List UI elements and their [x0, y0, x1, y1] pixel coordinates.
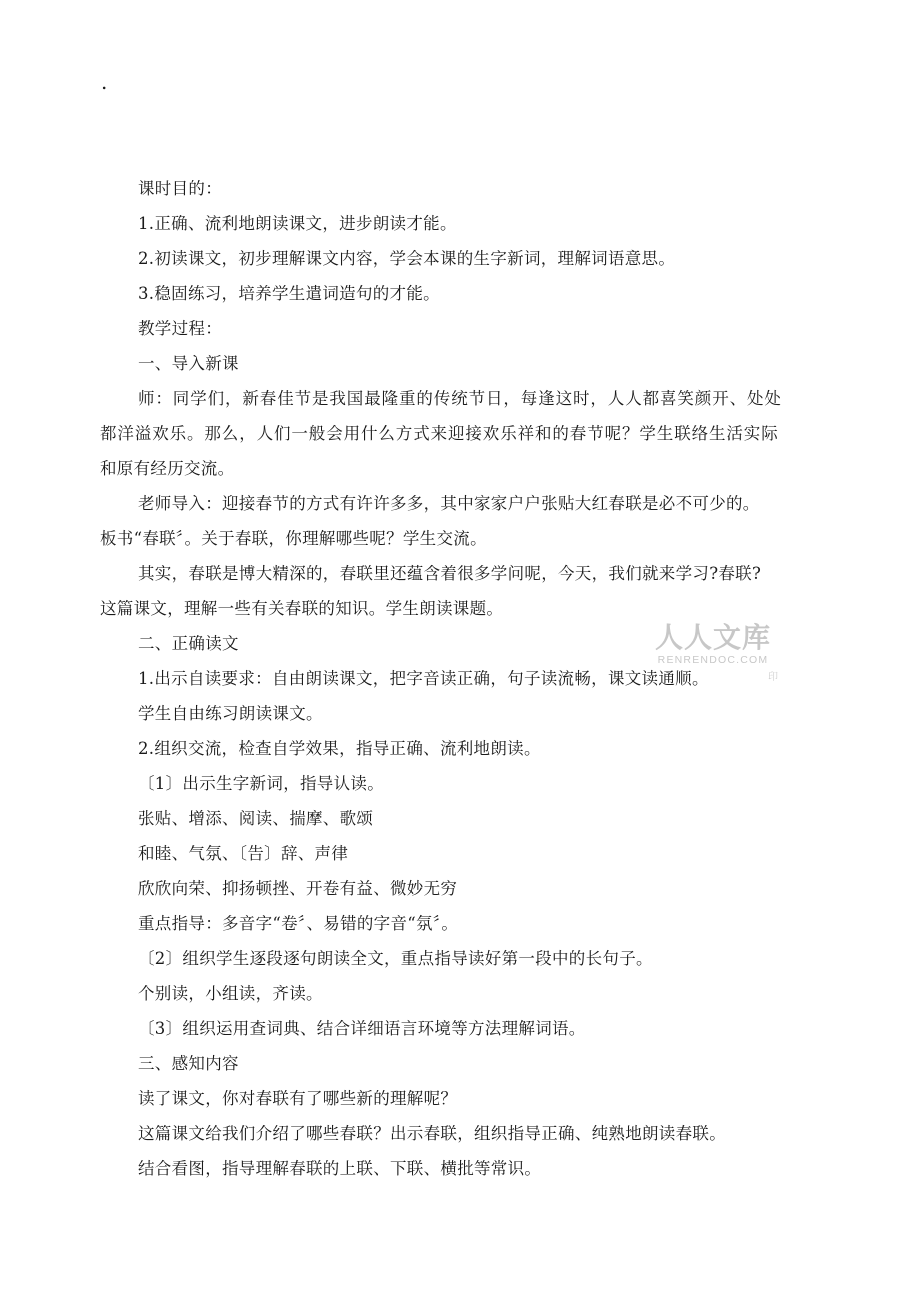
watermark-title: 人人文库	[654, 621, 771, 654]
word-list: 和睦、气氛、〔告〕辞、声律	[138, 844, 349, 863]
paragraph-line: 和原有经历交流。	[100, 459, 235, 478]
paragraph-line: 这篇课文，理解一些有关春联的知识。学生朗读课题。	[100, 599, 504, 618]
paragraph-line: 个别读，小组读，齐读。	[138, 984, 323, 1003]
section-heading: 三、感知内容	[138, 1054, 239, 1073]
paragraph-line: 学生自由练习朗读课文。	[138, 704, 323, 723]
paragraph-line: 2.组织交流，检查自学效果，指导正确、流利地朗读。	[138, 739, 541, 758]
paragraph-line: 结合看图，指导理解春联的上联、下联、横批等常识。	[138, 1159, 542, 1178]
paragraph-line: 〔3〕组织运用查词典、结合详细语言环境等方法理解词语。	[138, 1019, 586, 1038]
paragraph-line: 老师导入：迎接春节的方式有许许多多，其中家家户户张贴大红春联是必不可少的。	[138, 494, 760, 513]
paragraph-line: 〔2〕组织学生逐段逐句朗读全文，重点指导读好第一段中的长句子。	[138, 949, 653, 968]
paragraph-line: 板书“春联〞。关于春联，你理解哪些呢？学生交流。	[100, 529, 487, 548]
page-marker: .	[101, 70, 108, 94]
goal-item: 3.稳固练习，培养学生遣词造句的才能。	[138, 284, 440, 303]
paragraph-line: 读了课文，你对春联有了哪些新的理解呢？	[138, 1089, 458, 1108]
paragraph-line: 师：同学们，新春佳节是我国最隆重的传统节日，每逢这时，人人都喜笑颜开、处处	[138, 389, 782, 408]
watermark-logo	[648, 621, 778, 683]
lesson-goals-heading: 课时目的：	[138, 179, 222, 198]
word-list: 欣欣向荣、抑扬顿挫、开卷有益、微妙无穷	[138, 879, 458, 898]
paragraph-line: 重点指导：多音字“卷〞、易错的字音“氛〞。	[138, 914, 459, 933]
paragraph-line: 这篇课文给我们介绍了哪些春联？出示春联，组织指导正确、纯熟地朗读春联。	[138, 1124, 726, 1143]
section-heading: 二、正确读文	[138, 634, 239, 653]
goal-item: 2.初读课文，初步理解课文内容，学会本课的生字新词，理解词语意思。	[138, 249, 676, 268]
paragraph-line: 〔1〕出示生字新词，指导认读。	[138, 774, 384, 793]
goal-item: 1.正确、流利地朗读课文，进步朗读才能。	[138, 214, 457, 233]
word-list: 张贴、增添、阅读、揣摩、歌颂	[138, 809, 374, 828]
section-heading: 一、导入新课	[138, 354, 239, 373]
process-heading: 教学过程：	[138, 319, 222, 338]
paragraph-line: 1.出示自读要求：自由朗读课文，把字音读正确，句子读流畅，课文读通顺。	[138, 669, 709, 688]
watermark-tag: 印	[768, 672, 778, 683]
watermark-subtitle: RENRENDOC.COM	[657, 654, 769, 666]
paragraph-line: 都洋溢欢乐。那么，人们一般会用什么方式来迎接欢乐祥和的春节呢？学生联络生活实际	[100, 424, 779, 443]
paragraph-line: 其实，春联是博大精深的，春联里还蕴含着很多学问呢，今天，我们就来学习?春联?	[138, 564, 762, 583]
